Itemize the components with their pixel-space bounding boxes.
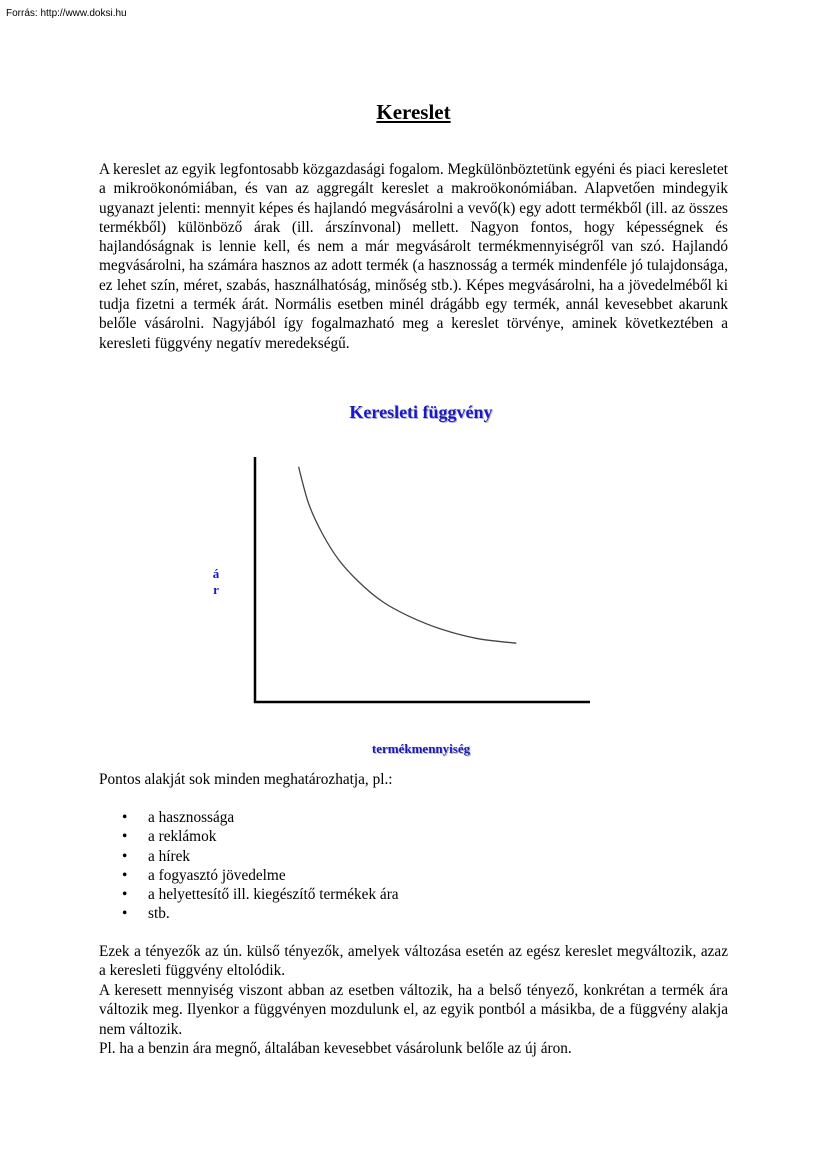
bullet-icon: •	[122, 866, 128, 884]
y-axis-label-letter: á	[212, 566, 220, 581]
example-paragraph: Pl. ha a benzin ára megnő, általában kevesebbet vásárolunk belőle az új áron.	[99, 1040, 572, 1057]
bullet-icon: •	[122, 905, 128, 923]
bullet-icon: •	[122, 886, 128, 904]
bullet-icon: •	[122, 847, 128, 865]
list-item-text: stb.	[148, 905, 170, 923]
list-item	[99, 904, 399, 923]
external-factors-paragraph: Ezek a tényezők az ún. külső tényezők, amelyek változása esetén az egész kereslet megváltozik, azaz a keresleti függvény eltolódik.	[99, 943, 728, 980]
source-line: Forrás: http://www.doksi.hu	[6, 8, 127, 19]
list-item-text: a helyettesítő ill. kiegészítő termékek ára	[148, 886, 399, 904]
factors-list	[99, 808, 399, 924]
list-item	[99, 847, 399, 866]
list-item	[99, 808, 399, 827]
chart-title: Keresleti függvény	[349, 402, 493, 422]
list-item	[99, 866, 399, 885]
list-item	[99, 827, 399, 846]
page-title: Kereslet	[376, 100, 451, 124]
x-axis-label: termékmennyiség	[371, 741, 471, 756]
quantity-change-paragraph: A keresett mennyiség viszont abban az esetben változik, ha a belső tényező, konkrétan a termék ára változik meg. Ilyenkor a függvényen mozdulunk el, az egyik pontból a másikba, de a függvény alakja nem változik.	[99, 982, 728, 1038]
list-item	[99, 885, 399, 904]
bullet-icon: •	[122, 809, 128, 826]
list-item-text: a hírek	[148, 847, 191, 865]
list-item-text: a hasznossága	[148, 809, 235, 826]
bullet-icon: •	[122, 828, 128, 846]
intro-paragraph: A kereslet az egyik legfontosabb közgazdasági fogalom. Megkülönböztetünk egyéni és piaci keresletet a mikroökonómiában, és van az aggregált kereslet a makroökonómiában. Alapvetően mindegyik ugyanazt jelenti: mennyit képes és hajlandó megvásárolni a vevő(k) egy adott termékből (ill. az összes termékből) különböző árak (ill. árszínvonal) mellett. Nagyon fontos, hogy képességnek és hajlandóságnak is lennie kell, és nem a már megvásárolt termékmennyiségről van szó. Hajlandó megvásárolni, ha számára hasznos az adott termék (a hasznosság a termék mindenféle jó tulajdonsága, ez lehet szín, méret, szabás, használhatóság, minőség stb.). Képes megvásárolni, ha a jövedelméből ki tudja fizetni a termék árát. Normális esetben minél drágább egy termék, annál kevesebbet akarunk belőle vásárolni. Nagyjából így fogalmazható meg a kereslet törvénye, aminek következtében a keresleti függvény negatív meredekségű.	[99, 161, 728, 352]
list-item-text: a reklámok	[148, 828, 217, 846]
factors-intro: Pontos alakját sok minden meghatározhatja, pl.:	[99, 771, 393, 788]
y-axis-label-letter: r	[213, 582, 219, 597]
demand-curve	[299, 467, 517, 643]
list-item-text: a fogyasztó jövedelme	[148, 866, 286, 884]
